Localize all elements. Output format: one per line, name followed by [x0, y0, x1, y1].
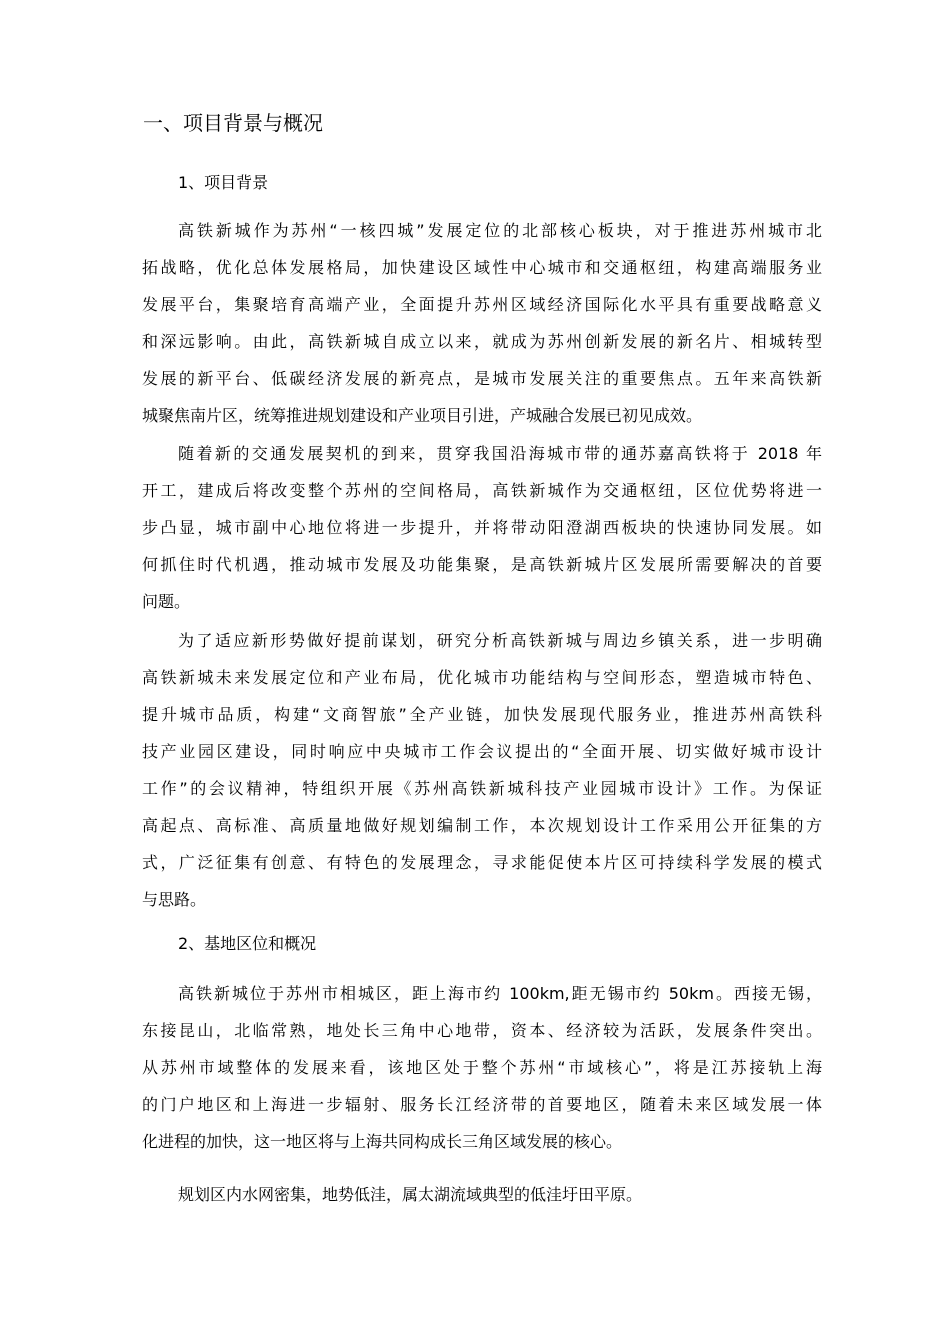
text-line: 东接昆山，北临常熟，地处长三角中心地带，资本、经济较为活跃，发展条件突出。 — [142, 1021, 822, 1040]
text-line: 发展平台，集聚培育高端产业，全面提升苏州区域经济国际化水平具有重要战略意义 — [142, 295, 822, 314]
paragraph-background-2 — [142, 435, 822, 620]
text-line: 高起点、高标准、高质量地做好规划编制工作，本次规划设计工作采用公开征集的方 — [142, 816, 822, 835]
text-line: 技产业园区建设，同时响应中央城市工作会议提出的“全面开展、切实做好城市设计 — [142, 742, 822, 761]
text-line: 规划区内水网密集，地势低洼，属太湖流域典型的低洼圩田平原。 — [178, 1185, 643, 1204]
text-line: 提升城市品质，构建“文商智旅”全产业链，加快发展现代服务业，推进苏州高铁科 — [142, 705, 822, 724]
text-line: 拓战略，优化总体发展格局，加快建设区域性中心城市和交通枢纽，构建高端服务业 — [142, 258, 822, 277]
text-line: 化进程的加快，这一地区将与上海共同构成长三角区域发展的核心。 — [142, 1132, 623, 1151]
text-line: 为了适应新形势做好提前谋划，研究分析高铁新城与周边乡镇关系，进一步明确 — [178, 631, 822, 650]
paragraph-background-1 — [142, 212, 822, 434]
text-line: 发展的新平台、低碳经济发展的新亮点，是城市发展关注的重要焦点。五年来高铁新 — [142, 369, 822, 388]
text-line: 随着新的交通发展契机的到来，贯穿我国沿海城市带的通苏嘉高铁将于 2018 年 — [178, 444, 822, 463]
text-line: 何抓住时代机遇，推动城市发展及功能集聚，是高铁新城片区发展所需要解决的首要 — [142, 555, 822, 574]
paragraph-background-3 — [142, 622, 822, 918]
text-line: 从苏州市域整体的发展来看，该地区处于整个苏州“市域核心”，将是江苏接轨上海 — [142, 1058, 822, 1077]
paragraph-site-1 — [142, 975, 822, 1160]
text-line: 工作”的会议精神，特组织开展《苏州高铁新城科技产业园城市设计》工作。为保证 — [142, 779, 822, 798]
text-line: 和深远影响。由此，高铁新城自成立以来，就成为苏州创新发展的新名片、相城转型 — [142, 332, 822, 351]
text-line: 式，广泛征集有创意、有特色的发展理念，寻求能促使本片区可持续科学发展的模式 — [142, 853, 822, 872]
text-line: 步凸显，城市副中心地位将进一步提升，并将带动阳澄湖西板块的快速协同发展。如 — [142, 518, 822, 537]
paragraph-site-2 — [142, 1176, 822, 1213]
text-line: 问题。 — [142, 592, 191, 611]
text-line: 与思路。 — [142, 890, 207, 909]
text-line: 城聚焦南片区，统筹推进规划建设和产业项目引进，产城融合发展已初见成效。 — [142, 406, 703, 425]
text-line: 开工，建成后将改变整个苏州的空间格局，高铁新城作为交通枢纽，区位优势将进一 — [142, 481, 822, 500]
subsection-title-site: 2、基地区位和概况 — [178, 934, 317, 953]
text-line: 高铁新城作为苏州“一核四城”发展定位的北部核心板块，对于推进苏州城市北 — [178, 221, 822, 240]
text-line: 高铁新城位于苏州市相城区，距上海市约 100km,距无锡市约 50km。西接无锡， — [178, 984, 822, 1003]
section-title: 一、项目背景与概况 — [143, 111, 323, 135]
subsection-title-background: 1、项目背景 — [178, 173, 269, 192]
text-line: 高铁新城未来发展定位和产业布局，优化城市功能结构与空间形态，塑造城市特色、 — [142, 668, 822, 687]
text-line: 的门户地区和上海进一步辐射、服务长江经济带的首要地区，随着未来区域发展一体 — [142, 1095, 822, 1114]
